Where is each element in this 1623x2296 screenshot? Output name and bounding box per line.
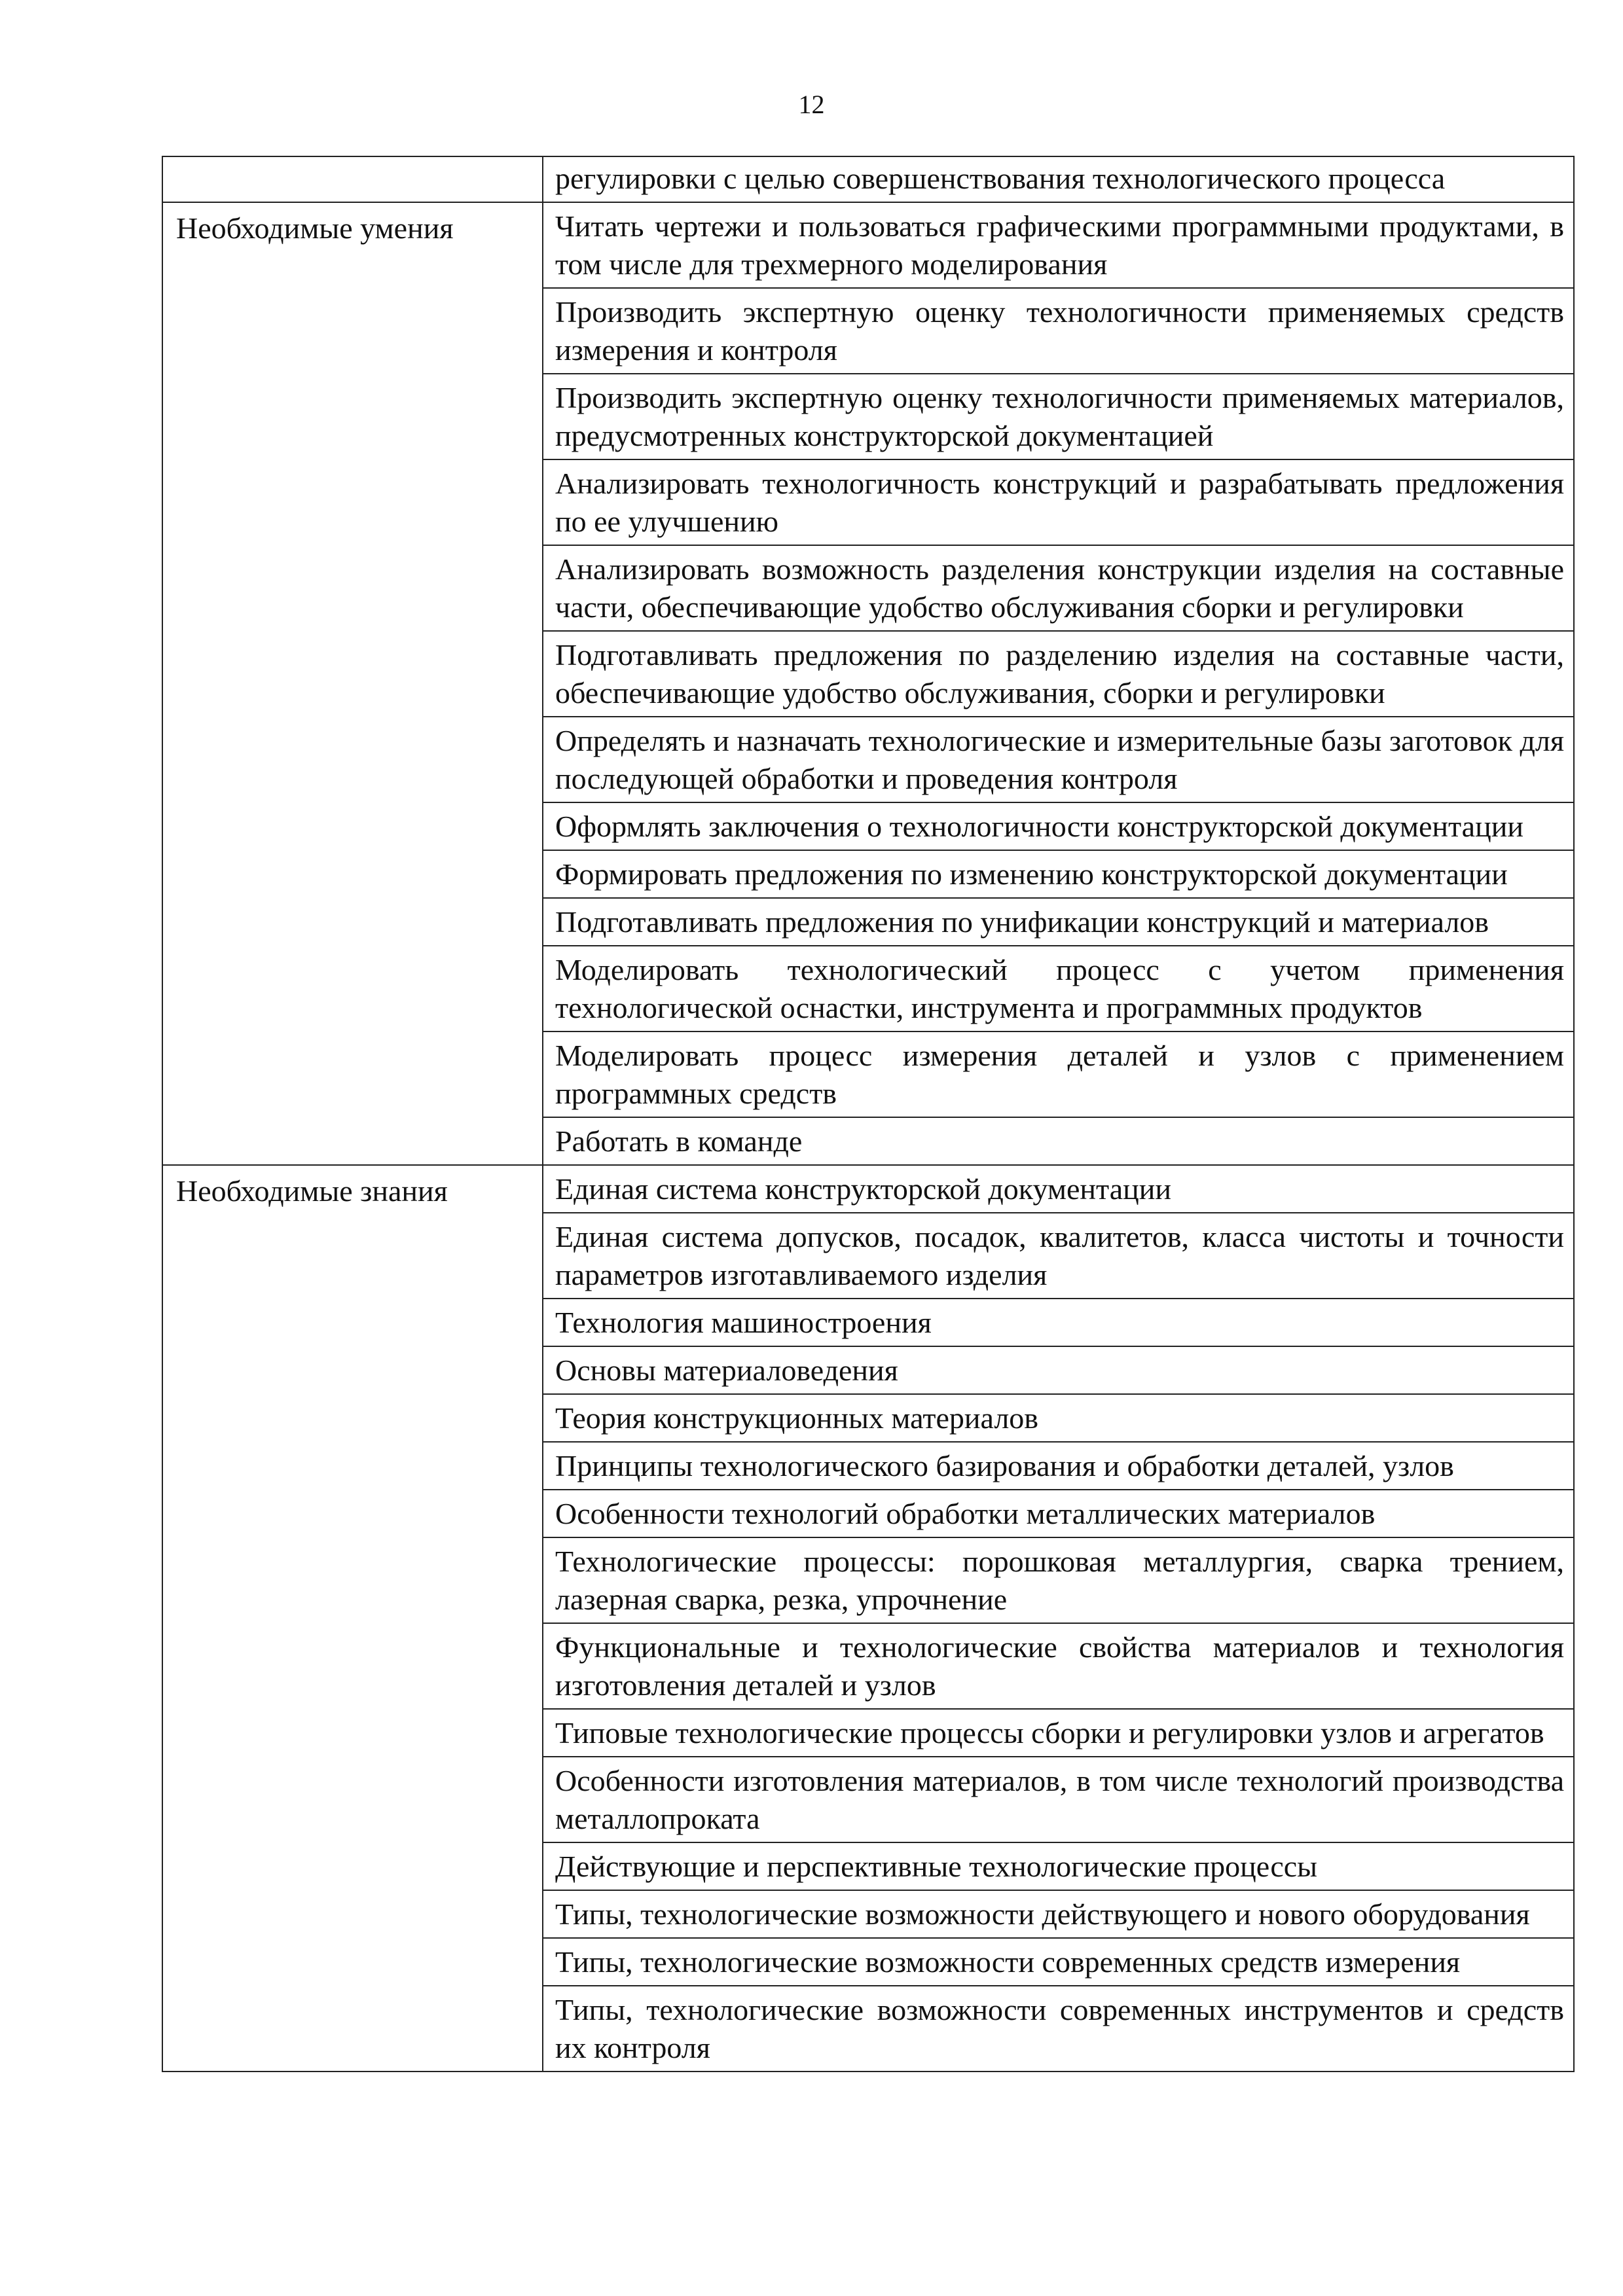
list-item: Особенности технологий обработки металлических материалов [543,1490,1573,1538]
section-label-knowledge: Необходимые знания [162,1165,543,2072]
list-item: Моделировать технологический процесс с учетом применения технологической оснастки, инструмента и программных продуктов [543,946,1573,1032]
continuation-row [162,156,1574,202]
list-item: Подготавливать предложения по унификации конструкций и материалов [543,899,1573,946]
list-item: Основы материаловедения [543,1347,1573,1395]
list-item: Моделировать процесс измерения деталей и узлов с применением программных средств [543,1032,1573,1118]
list-item: Особенности изготовления материалов, в том числе технологий производства металлопроката [543,1757,1573,1843]
knowledge-row [162,1165,1574,2072]
list-item: Принципы технологического базирования и обработки деталей, узлов [543,1443,1573,1490]
content-cell [543,156,1574,202]
list-item: Оформлять заключения о технологичности конструкторской документации [543,803,1573,851]
list-item: Единая система допусков, посадок, квалитетов, класса чистоты и точности параметров изготавливаемого изделия [543,1213,1573,1299]
empty-label-cell [162,156,543,202]
list-item: Теория конструкционных материалов [543,1395,1573,1443]
list-item: Типовые технологические процессы сборки и регулировки узлов и агрегатов [543,1710,1573,1757]
list-item: Работать в команде [555,1124,803,1158]
list-item: Типы, технологические возможности действующего и нового оборудования [543,1891,1573,1939]
requirements-table [162,156,1575,2072]
list-item: Формировать предложения по изменению конструкторской документации [543,851,1573,899]
list-item: Читать чертежи и пользоваться графическими программными продуктами, в том числе для трехмерного моделирования [543,203,1573,289]
list-item: Производить экспертную оценку технологичности применяемых средств измерения и контроля [543,289,1573,374]
knowledge-list [543,1165,1574,2072]
list-item: Технологические процессы: порошковая металлургия, сварка трением, лазерная сварка, резка, упрочнение [543,1538,1573,1624]
list-item: Подготавливать предложения по разделению изделия на составные части, обеспечивающие удобство обслуживания, сборки и регулировки [543,632,1573,717]
skills-list [543,202,1574,1165]
list-item: Функциональные и технологические свойства материалов и технология изготовления деталей и узлов [543,1624,1573,1710]
page-number: 12 [798,90,825,119]
section-label-skills: Необходимые умения [162,202,543,1165]
list-item: Типы, технологические возможности современных инструментов и средств их контроля [555,1993,1564,2064]
list-item: Единая система конструкторской документации [543,1166,1573,1213]
list-item: Анализировать технологичность конструкций и разрабатывать предложения по ее улучшению [543,460,1573,546]
list-item: Определять и назначать технологические и измерительные базы заготовок для последующей обработки и проведения контроля [543,717,1573,803]
list-item: Производить экспертную оценку технологичности применяемых материалов, предусмотренных конструкторской документацией [543,374,1573,460]
continuation-item: регулировки с целью совершенствования технологического процесса [555,162,1446,195]
list-item: Действующие и перспективные технологические процессы [543,1843,1573,1891]
list-item: Анализировать возможность разделения конструкции изделия на составные части, обеспечивающие удобство обслуживания сборки и регулировки [543,546,1573,632]
skills-row [162,202,1574,1165]
list-item: Типы, технологические возможности современных средств измерения [543,1939,1573,1986]
list-item: Технология машиностроения [543,1299,1573,1347]
